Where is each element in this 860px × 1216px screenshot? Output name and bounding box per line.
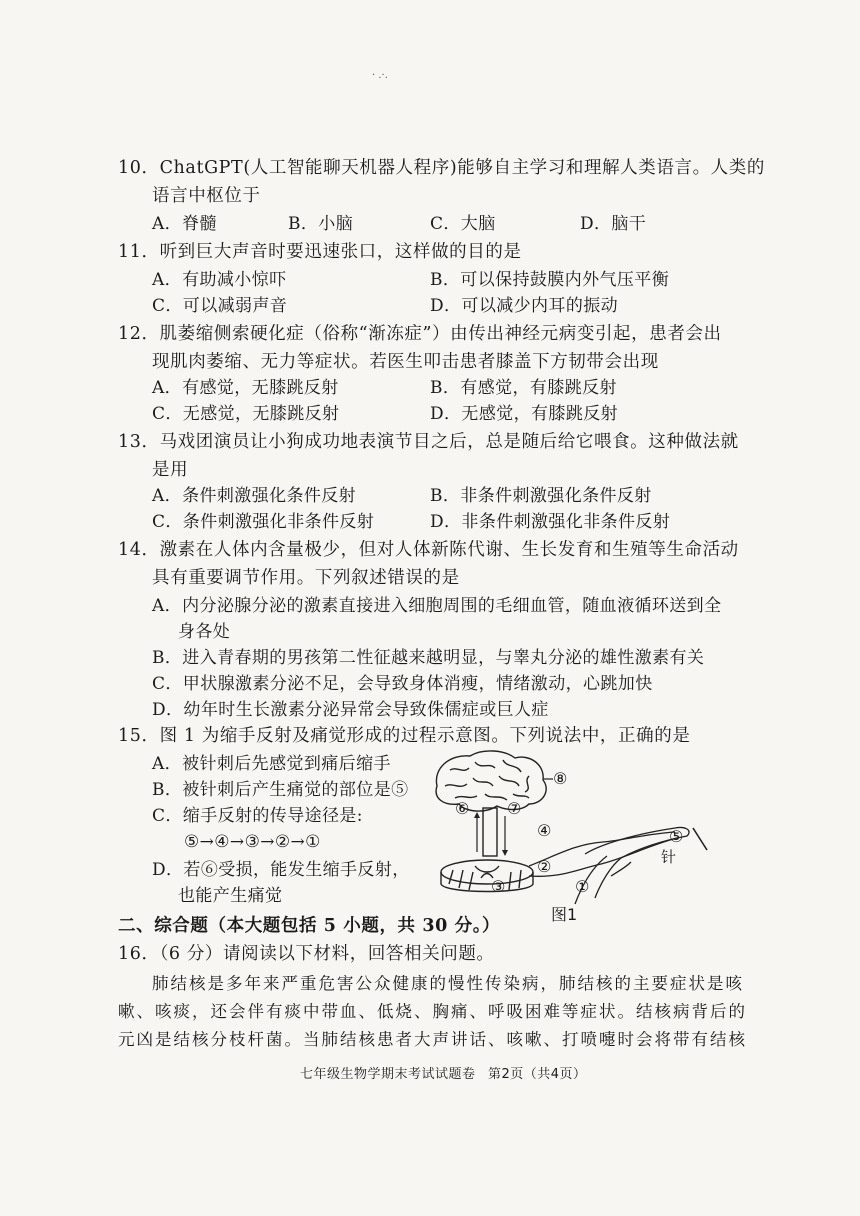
needle-drawing [693,828,707,850]
q10-option-a: A．脊髓 [152,214,217,234]
q13-option-a: A．条件刺激强化条件反射 [152,486,357,506]
figure-label-5: ⑤ [669,827,684,846]
q11-option-c: C．可以减弱声音 [152,296,288,316]
spinal-tract-drawing [483,808,497,856]
footer-exam-title: 七年级生物学期末考试试题卷 [300,1067,476,1082]
q13-stem-line2: 是用 [152,460,189,480]
q15-option-d-line1: D．若⑥受损，能发生缩手反射， [152,860,410,880]
q16-stem: 16．（6 分）请阅读以下材料，回答相关问题。 [118,944,495,964]
figure-label-6: ⑥ [455,799,470,818]
q10-stem-line2: 语言中枢位于 [152,186,261,206]
figure-label-3: ③ [491,877,506,896]
q13-option-b: B．非条件刺激强化条件反射 [430,486,652,506]
q14-option-a-line1: A．内分泌腺分泌的激素直接进入细胞周围的毛细血管，随血液循环送到全 [152,596,722,616]
q12-option-c: C．无感觉，无膝跳反射 [152,404,340,424]
q12-stem-line1: 12．肌萎缩侧索硬化症（俗称“渐冻症”）由传出神经元病变引起，患者会出 [118,324,722,344]
figure-label-4: ④ [537,821,552,840]
q11-stem: 11．听到巨大声音时要迅速张口，这样做的目的是 [118,242,522,262]
figure-label-1: ① [575,877,590,896]
scan-speck: · .·. [372,70,388,81]
q15-option-d-line2: 也能产生痛觉 [178,886,283,906]
q12-stem-line2: 现肌肉萎缩、无力等症状。若医生叩击患者膝盖下方韧带会出现 [152,352,659,372]
q14-option-b: B．进入青春期的男孩第二性征越来越明显，与睾丸分泌的雄性激素有关 [152,648,705,668]
q11-option-a: A．有助减小惊吓 [152,270,287,290]
brain-drawing [436,751,546,811]
q16-material-line3: 元凶是结核分枝杆菌。当肺结核患者大声讲话、咳嗽、打喷嚏时会将带有结核 [118,1030,747,1049]
figure-needle-label: 针 [661,848,677,866]
q14-option-c: C．甲状腺激素分泌不足，会导致身体消瘦，情绪激动，心跳加快 [152,674,653,694]
section-2-heading: 二、综合题（本大题包括 5 小题，共 30 分。） [118,916,501,936]
q15-option-b: B．被针刺后产生痛觉的部位是⑤ [152,780,409,800]
q13-option-d: D．非条件刺激强化非条件反射 [430,512,671,532]
q15-stem: 15．图 1 为缩手反射及痛觉形成的过程示意图。下列说法中，正确的是 [118,726,691,746]
figure-label-8: ⑧ [553,769,568,788]
q15-option-c-line2: ⑤→④→③→②→① [184,832,321,852]
footer-page-number: 第2页（共4页） [488,1067,587,1082]
q14-option-a-line2: 身各处 [178,622,231,642]
q12-option-b: B．有感觉，有膝跳反射 [430,378,617,398]
figure-label-7: ⑦ [507,799,522,818]
spinal-cord-section [441,860,533,892]
q11-option-b: B．可以保持鼓膜内外气压平衡 [430,270,670,290]
q11-option-d: D．可以减少内耳的振动 [430,296,619,316]
q16-material-line1: 肺结核是多年来严重危害公众健康的慢性传染病，肺结核的主要症状是咳 [152,974,744,993]
q15-option-a: A．被针刺后先感觉到痛后缩手 [152,754,391,774]
q10-stem-line1: 10．ChatGPT(人工智能聊天机器人程序)能够自主学习和理解人类语言。人类的 [118,158,765,178]
q10-option-c: C．大脑 [430,214,496,234]
q14-stem-line2: 具有重要调节作用。下列叙述错误的是 [152,568,460,588]
q12-option-a: A．有感觉，无膝跳反射 [152,378,339,398]
q14-option-d: D．幼年时生长激素分泌异常会导致侏儒症或巨人症 [152,700,549,720]
q12-option-d: D．无感觉，有膝跳反射 [430,404,619,424]
q15-option-c-line1: C．缩手反射的传导途径是: [152,806,363,826]
q10-option-b: B．小脑 [288,214,354,234]
figure-label-2: ② [537,857,552,876]
q13-stem-line1: 13．马戏团演员让小狗成功地表演节目之后，总是随后给它喂食。这种做法就 [118,432,739,452]
q10-option-d: D．脑干 [580,214,647,234]
q16-material-line2: 嗽、咳痰，还会伴有痰中带血、低烧、胸痛、呼吸困难等症状。结核病背后的 [118,1002,747,1021]
q13-option-c: C．条件刺激强化非条件反射 [152,512,375,532]
reflex-arc-figure [425,748,715,928]
q14-stem-line1: 14．激素在人体内含量极少，但对人体新陈代谢、生长发育和生殖等生命活动 [118,540,739,560]
figure-caption: 图1 [551,905,578,924]
